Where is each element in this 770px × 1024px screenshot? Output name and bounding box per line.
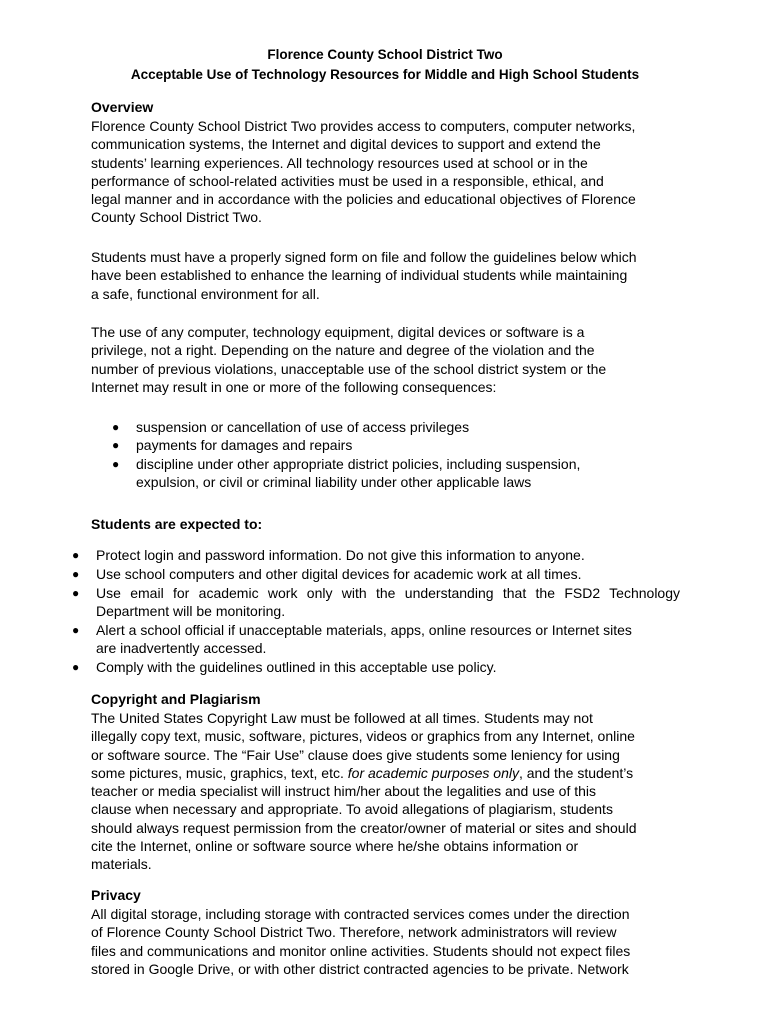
list-item-text: payments for damages and repairs: [136, 437, 353, 453]
privacy-paragraph: [91, 905, 691, 978]
text-line: of Florence County School District Two. Therefore, network administrators will review: [91, 924, 617, 941]
text-line: All digital storage, including storage with contracted services comes under the direction: [91, 906, 630, 922]
expectations-heading: Students are expected to:: [91, 516, 263, 532]
overview-heading: Overview: [91, 99, 154, 115]
bullet-icon: ●: [72, 623, 80, 637]
bullet-icon: ●: [72, 586, 80, 600]
list-item-text: Comply with the guidelines outlined in this acceptable use policy.: [96, 659, 497, 675]
overview-paragraph-3: [91, 323, 691, 396]
text-line: number of previous violations, unacceptable use of the school district system or the: [91, 360, 607, 377]
bullet-icon: ●: [72, 660, 80, 674]
text-line: County School District Two.: [91, 209, 262, 226]
list-item-text: are inadvertently accessed.: [96, 640, 267, 657]
document-title: Florence County School District Two: [267, 47, 503, 62]
list-item-text: Department will be monitoring.: [96, 603, 286, 620]
text-line: performance of school-related activities must be used in a responsible, ethical, and: [91, 172, 604, 189]
text-line: have been established to enhance the learning of individual students while maintaining: [91, 267, 628, 284]
text-line: teacher or media specialist will instruct him/her about the legalities and use of this: [91, 783, 597, 800]
list-item-text: expulsion, or civil or criminal liability under other applicable laws: [136, 474, 532, 491]
bullet-icon: ●: [112, 438, 120, 452]
text-line: illegally copy text, music, software, pictures, videos or graphics from any Internet, online: [91, 728, 635, 745]
text-line: students’ learning experiences. All technology resources used at school or in the: [91, 154, 588, 171]
bullet-icon: ●: [72, 548, 80, 562]
privacy-heading: Privacy: [91, 887, 141, 903]
bullet-icon: ●: [112, 457, 120, 471]
text-line: privilege, not a right. Depending on the nature and degree of the violation and the: [91, 342, 595, 359]
text-line: stored in Google Drive, or with other district contracted agencies to be private. Network: [91, 960, 629, 977]
emphasized-text: for academic purposes only: [347, 764, 519, 781]
list-item-text: Alert a school official if unacceptable materials, apps, online resources or Internet sites: [96, 622, 632, 638]
text-line: or software source. The “Fair Use” clause does give students some leniency for using: [91, 746, 620, 763]
text-line: cite the Internet, online or software source where he/she obtains information or: [91, 838, 579, 855]
copyright-heading: Copyright and Plagiarism: [91, 691, 261, 707]
text-line: clause when necessary and appropriate. To avoid allegations of plagiarism, students: [91, 801, 613, 818]
bullet-icon: ●: [112, 420, 120, 434]
document-subtitle: Acceptable Use of Technology Resources for Middle and High School Students: [130, 67, 640, 82]
text-line: files and communications and monitor online activities. Students should not expect files: [91, 942, 631, 959]
copyright-paragraph: [91, 709, 691, 874]
overview-paragraph-2: [91, 248, 691, 303]
text-segment: some pictures, music, graphics, text, etc.: [91, 764, 348, 781]
list-item-text: suspension or cancellation of use of access privileges: [136, 419, 470, 435]
text-line: should always request permission from the creator/owner of material or sites and should: [91, 819, 637, 836]
list-item-text: Use email for academic work only with the understanding that the FSD2 Technology: [96, 585, 680, 601]
text-line: Internet may result in one or more of the following consequences:: [91, 378, 497, 395]
bullet-icon: ●: [72, 567, 80, 581]
text-line: materials.: [91, 856, 152, 873]
text-line: a safe, functional environment for all.: [91, 285, 320, 302]
overview-paragraph-1: [91, 117, 691, 227]
text-line: Florence County School District Two provides access to computers, computer networks,: [91, 118, 636, 134]
list-item-text: Protect login and password information. Do not give this information to anyone.: [96, 547, 585, 563]
list-item-text: Use school computers and other digital devices for academic work at all times.: [96, 566, 582, 582]
text-line: The use of any computer, technology equipment, digital devices or software is a: [91, 324, 585, 340]
text-segment: , and the student’s: [518, 764, 634, 781]
text-line: communication systems, the Internet and digital devices to support and extend the: [91, 136, 601, 153]
text-line: The United States Copyright Law must be followed at all times. Students may not: [91, 710, 593, 726]
list-item-text: discipline under other appropriate district policies, including suspension,: [136, 456, 581, 472]
text-line: legal manner and in accordance with the policies and educational objectives of Florence: [91, 191, 636, 208]
text-line: Students must have a properly signed form on file and follow the guidelines below which: [91, 249, 637, 265]
text-line-mixed: [91, 764, 691, 782]
